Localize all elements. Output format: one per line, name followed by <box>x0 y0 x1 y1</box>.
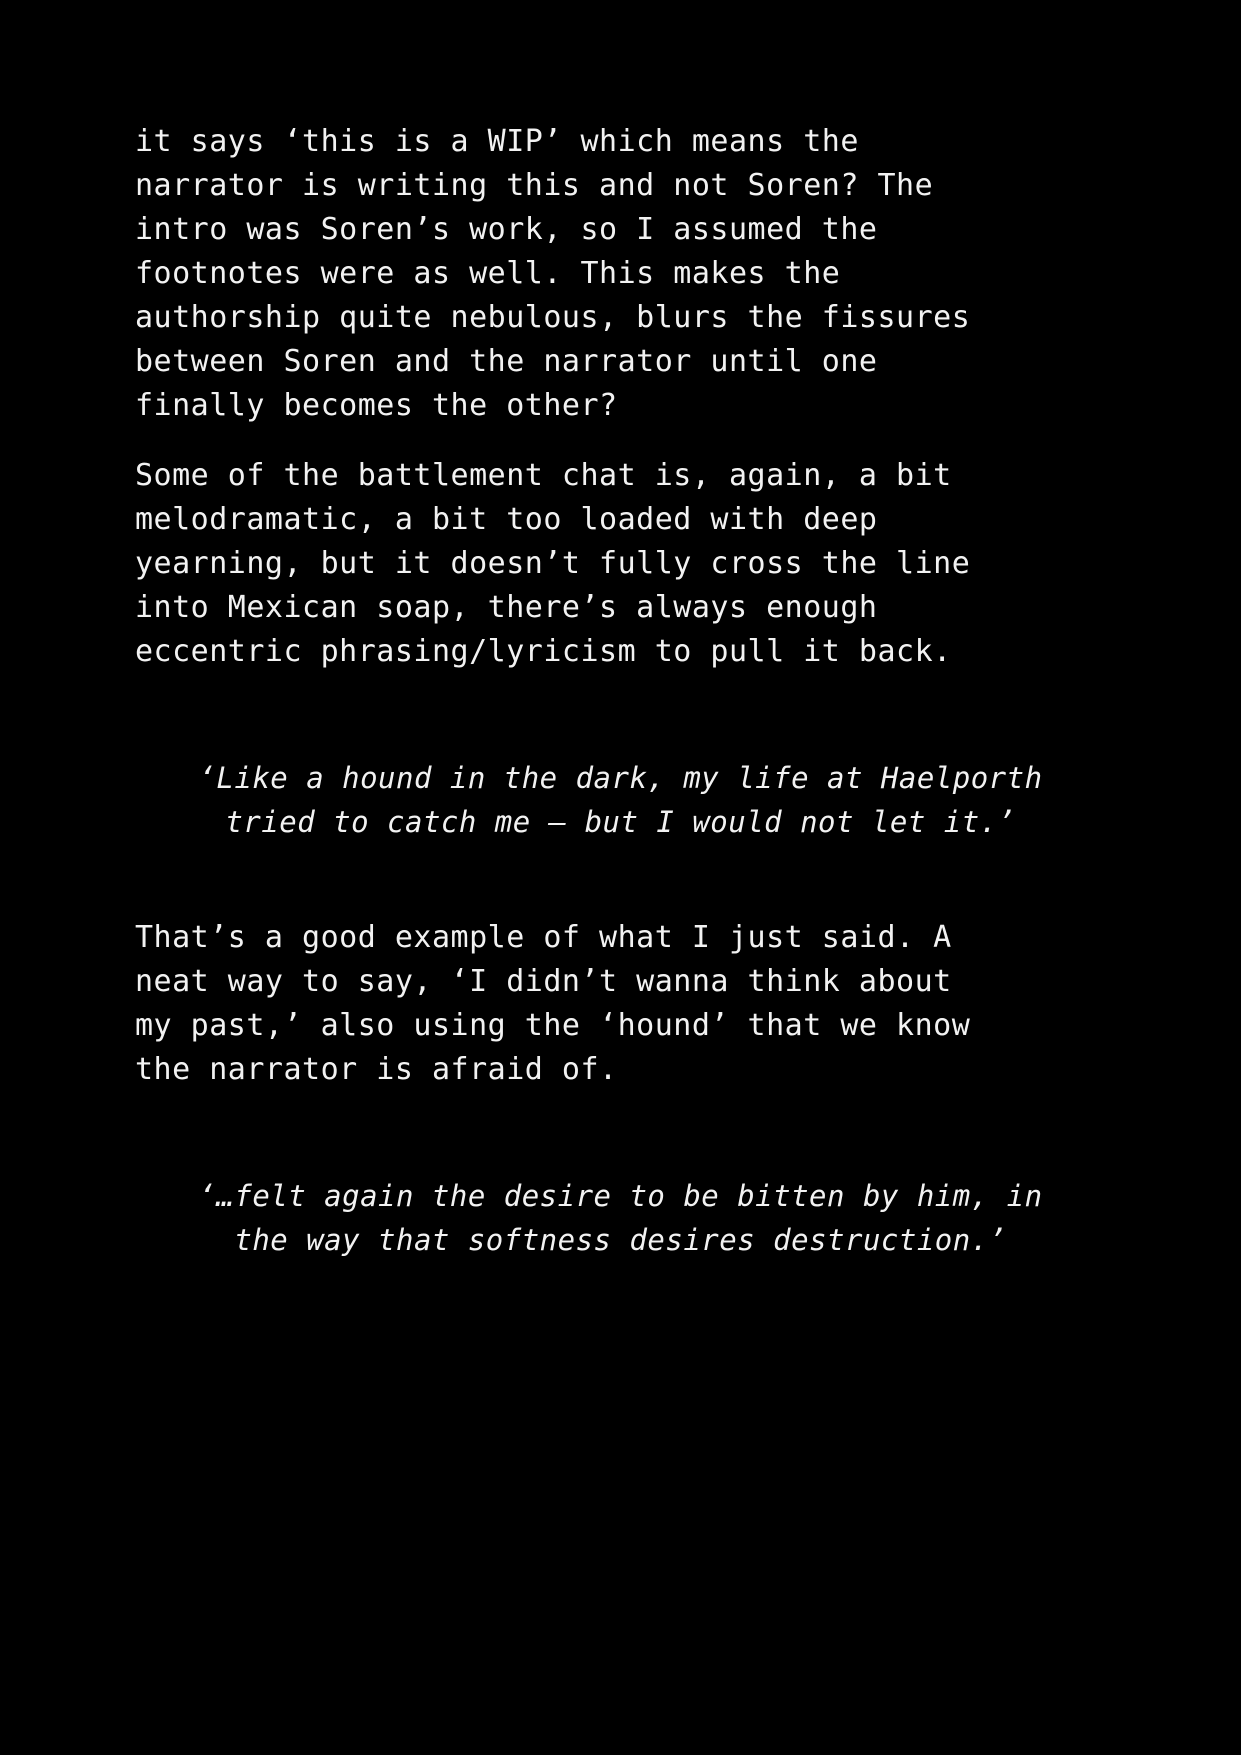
paragraph-authorship: it says ‘this is a WIP’ which means the narrator is writing this and not Soren? The intro was Soren’s work, so I assumed the footnotes were as well. This makes the authorship quite nebulous, blurs the fissures between Soren and the narrator until one finally becomes the other? <box>135 124 989 423</box>
spacer-after-quote-1 <box>135 844 1106 916</box>
paragraph-good-example: That’s a good example of what I just said. A neat way to say, ‘I didn’t wanna think about my past,’ also using the ‘hound’ that we know the narrator is afraid of. <box>135 920 989 1087</box>
blockquote-hound-in-the-dark: ‘Like a hound in the dark, my life at Haelporth tried to catch me – but I would not let it.’ <box>198 761 1061 839</box>
spacer-before-quote-1 <box>135 700 1106 756</box>
paragraph-battlement-chat: Some of the battlement chat is, again, a bit melodramatic, a bit too loaded with deep yearning, but it doesn’t fully cross the line into Mexican soap, there’s always enough eccentric phrasing/lyricism to pull it back. <box>135 458 989 669</box>
blockquote-softness-desires-destruction: ‘…felt again the desire to be bitten by him, in the way that softness desires destruction.’ <box>198 1179 1061 1257</box>
spacer-before-quote-2 <box>135 1118 1106 1174</box>
